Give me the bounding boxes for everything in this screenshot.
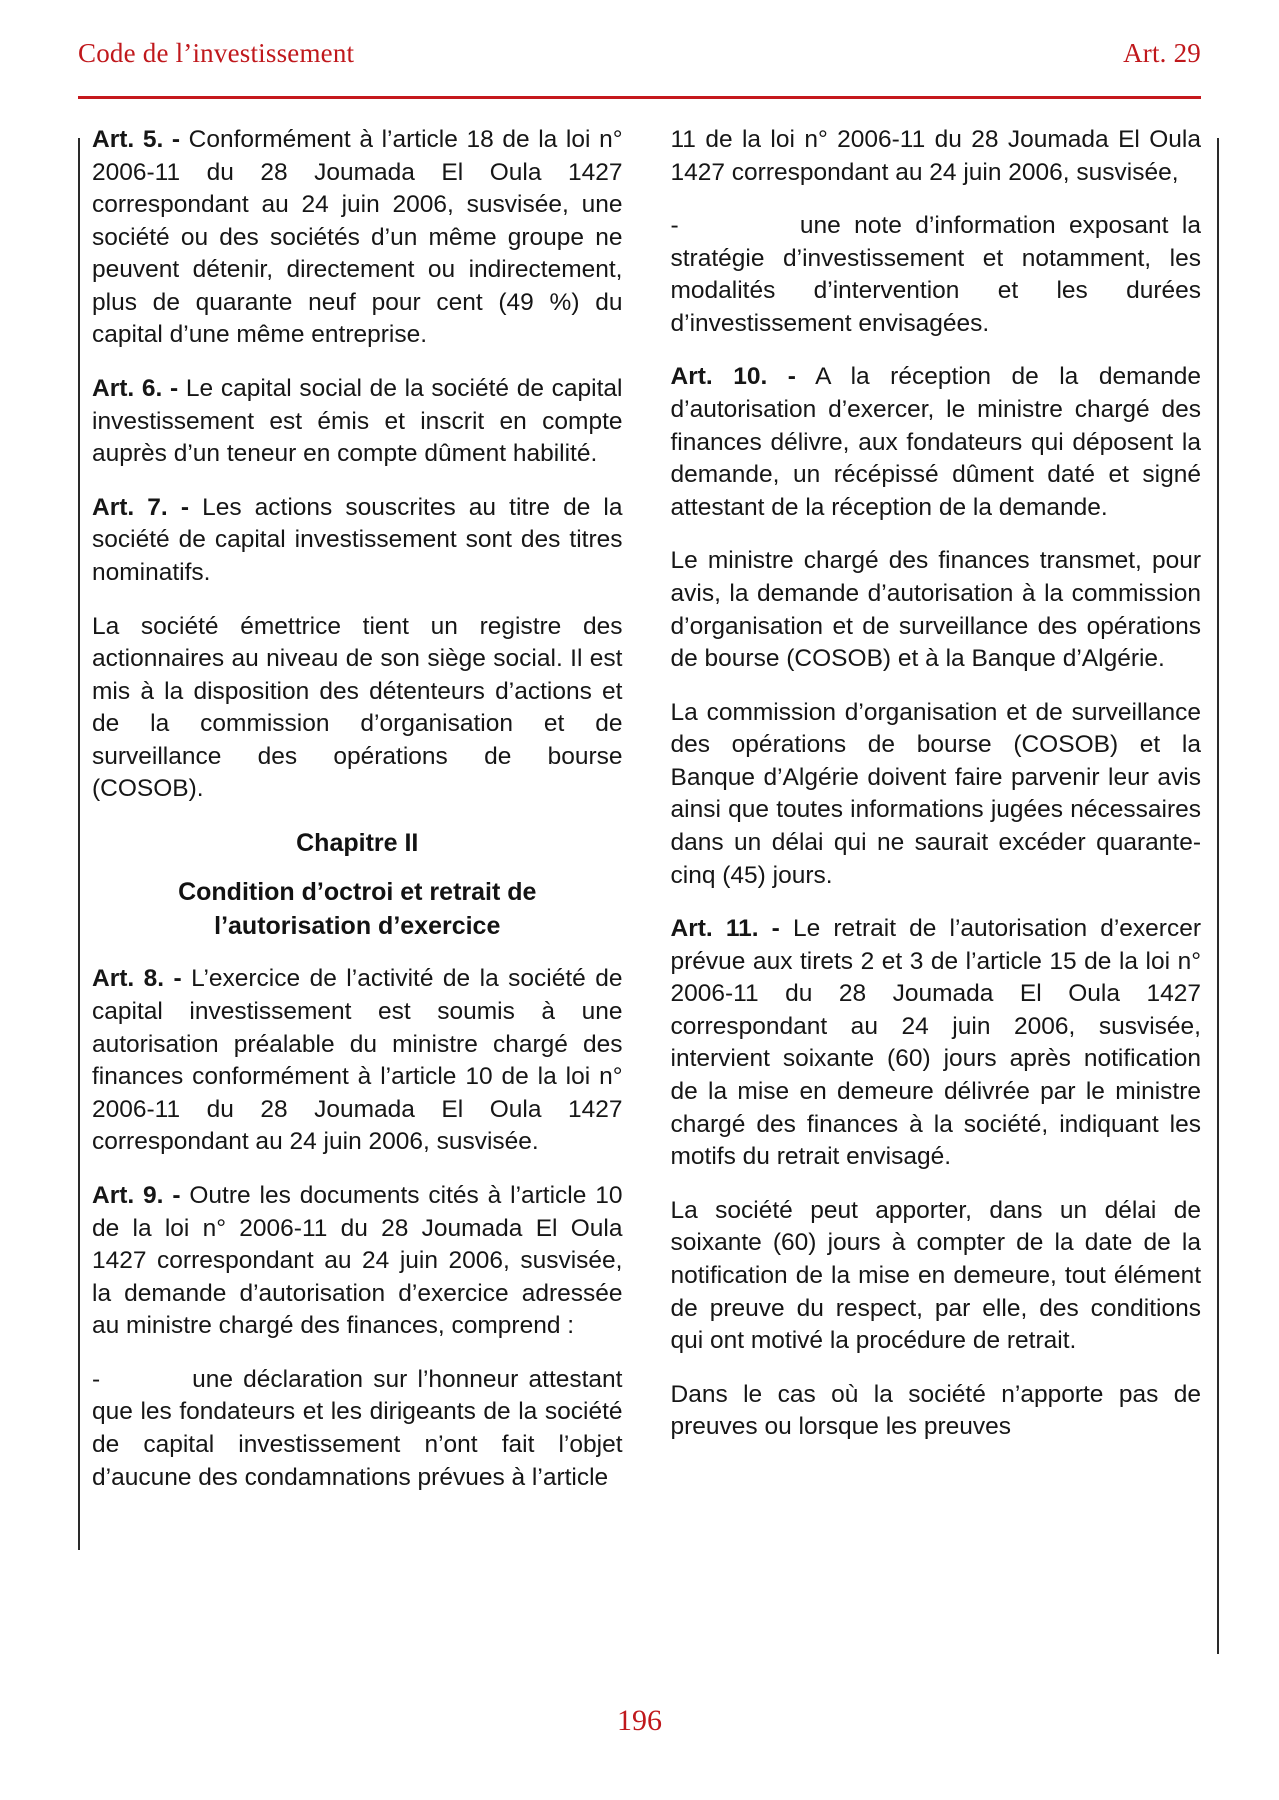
- chapter-heading-block: [92, 827, 623, 944]
- page-number: 196: [617, 1704, 662, 1737]
- chapter-title-heading: Condition d’octroi et retrait de l’autorisation d’exercice: [178, 878, 537, 941]
- paragraph-note-information-item: - une note d’information exposant la stratégie d’investissement et notamment, les modalités d’intervention et les durées d’investissement envisagées.: [670, 212, 1201, 337]
- article-body-11: Le retrait de l’autorisation d’exercer prévue aux tirets 2 et 3 de l’article 15 de la loi n° 2006-11 du 28 Joumada El Oula 1427 correspondant au 24 juin 2006, susvisée, intervient soixante (60) jours après notification de la mise en demeure délivrée par le ministre chargé des finances à la société, indiquant les motifs du retrait envisagé.: [670, 915, 1201, 1171]
- article-number-10: Art. 10. -: [670, 363, 796, 391]
- running-header: [78, 38, 1201, 82]
- article-number-8: Art. 8. -: [92, 965, 182, 993]
- left-column: [78, 124, 623, 1660]
- paragraph-art-9: [92, 1180, 623, 1343]
- header-rule: [78, 96, 1201, 99]
- article-body-7: Les actions souscrites au titre de la société de capital investissement sont des titres nominatifs.: [92, 493, 623, 586]
- article-body-8: L’exercice de l’activité de la société de capital investissement est soumis à une autorisation préalable du ministre chargé des finances conformément à l’article 10 de la loi n° 2006-11 du 28 Joumada El Oula 1427 correspondant au 24 juin 2006, susvisée.: [92, 965, 623, 1156]
- chapter-number-heading: Chapitre II: [296, 828, 419, 857]
- article-number-7: Art. 7. -: [92, 493, 189, 521]
- paragraph-societe-apporter: La société peut apporter, dans un délai de soixante (60) jours à compter de la date de la notification de la mise en demeure, tout élément de preuve du respect, par elle, des conditions qui ont motivé la procédure de retrait.: [670, 1196, 1201, 1355]
- header-article-reference: Art. 29: [1123, 38, 1201, 68]
- article-number-9: Art. 9. -: [92, 1181, 181, 1209]
- paragraph-ministre-transmet: Le ministre chargé des finances transmet, pour avis, la demande d’autorisation à la commission d’organisation et de surveillance des opérations de bourse (COSOB) et à la Banque d’Algérie.: [670, 547, 1201, 673]
- two-column-body: [78, 124, 1201, 1660]
- right-column: [657, 124, 1202, 1660]
- paragraph-continuation-article-11: 11 de la loi n° 2006-11 du 28 Joumada El Oula 1427 correspondant au 24 juin 2006, susvisée,: [670, 126, 1201, 186]
- paragraph-art-10: [671, 361, 1202, 524]
- article-body-9: Outre les documents cités à l’article 10 de la loi n° 2006-11 du 28 Joumada El Oula 1427 correspondant au 24 juin 2006, susvisée, la demande d’autorisation d’exercice adressée au ministre chargé des finances, comprend :: [92, 1181, 623, 1340]
- article-number-5: Art. 5. -: [92, 126, 181, 153]
- paragraph-dans-le-cas: Dans le cas où la société n’apporte pas de preuves ou lorsque les preuves: [670, 1380, 1201, 1441]
- article-body-5: Conformément à l’article 18 de la loi n° 2006-11 du 28 Joumada El Oula 1427 correspondant au 24 juin 2006, susvisée, une société ou des sociétés d’un même groupe ne peuvent détenir, directement ou indirectement, plus de quarante neuf pour cent (49 %) du capital d’une même entreprise.: [92, 126, 623, 349]
- paragraph-declaration-item: - une déclaration sur l’honneur attestant que les fondateurs et les dirigeants de la société de capital investissement n’ont fait l’objet d’aucune des condamnations prévues à l’article: [92, 1365, 623, 1491]
- paragraph-art-8: [92, 963, 623, 1158]
- paragraph-art-11: [671, 913, 1202, 1174]
- paragraph-art-7: [92, 492, 623, 590]
- article-number-6: Art. 6. -: [92, 375, 179, 403]
- article-number-11: Art. 11. -: [670, 915, 780, 943]
- paragraph-commission-avis: La commission d’organisation et de surveillance des opérations de bourse (COSOB) et la Banque d’Algérie doivent faire parvenir leur avis ainsi que toutes informations jugées nécessaires dans un délai qui ne saurait excéder quarante-cinq (45) jours.: [670, 698, 1201, 889]
- paragraph-registre: La société émettrice tient un registre des actionnaires au niveau de son siège social. Il est mis à la disposition des détenteurs d’actions et de la commission d’organisation et de surveillance des opérations de bourse (COSOB).: [92, 612, 623, 803]
- article-body-6: Le capital social de la société de capital investissement est émis et inscrit en compte auprès d’un teneur en compte dûment habilité.: [92, 375, 623, 468]
- header-title-left: Code de l’investissement: [78, 38, 355, 68]
- article-body-10: A la réception de la demande d’autorisation d’exercer, le ministre chargé des finances délivre, aux fondateurs qui déposent la demande, un récépissé dûment daté et signé attestant de la réception de la demande.: [670, 363, 1201, 521]
- paragraph-art-6: [92, 373, 623, 471]
- paragraph-art-5: [92, 124, 623, 352]
